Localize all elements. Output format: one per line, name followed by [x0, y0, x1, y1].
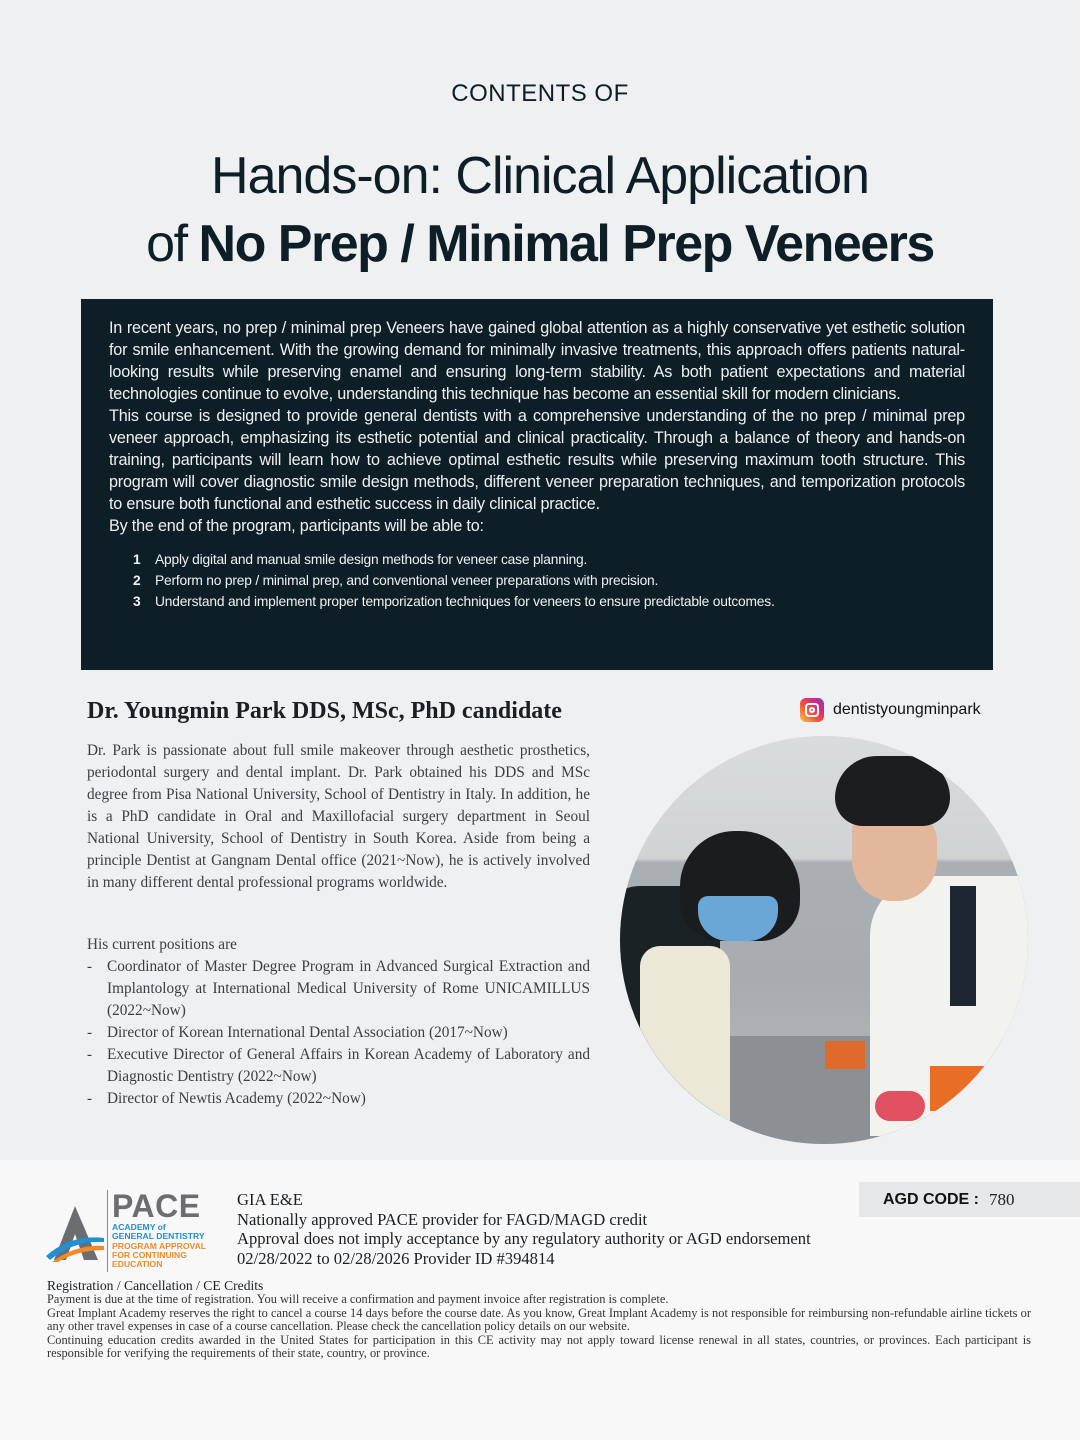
position-item	[87, 1088, 590, 1110]
policy-line: Great Implant Academy reserves the right to cancel a course 14 days before the course date. As you know, Great Implant Academy is not responsible for reimbursing non-refundable airline tickets or any other travel expenses in case of a course cancellation. Please check the cancellation policy details on our website.	[47, 1305, 1031, 1334]
position-item	[87, 1022, 590, 1044]
logo-divider	[107, 1190, 108, 1272]
agd-code-value: 780	[989, 1189, 1015, 1209]
pace-line: EDUCATION	[112, 1259, 163, 1269]
policy-line: Continuing education credits awarded in the United States for participation in this CE activity may not apply toward license renewal in all states, countries, or provinces. Each participant is responsible for verifying the requirements of their state, country, or province.	[47, 1332, 1031, 1361]
pace-logo	[46, 1190, 226, 1272]
photo-doctor-shirt	[950, 886, 976, 1006]
position-text: Executive Director of General Affairs in Korean Academy of Laboratory and Diagnostic Dentistry (2022~Now)	[107, 1046, 590, 1085]
speaker-photo	[620, 736, 1028, 1144]
dash-bullet: -	[87, 1046, 93, 1063]
intro-paragraph-1: In recent years, no prep / minimal prep Veneers have gained global attention as a highly conservative yet esthetic solution for smile enhancement. With the growing demand for minimally invasive treatments, this approach offers patients natural-looking results while preserving enamel and ensuring long-term stability. As both patient expectations and material technologies continue to evolve, understanding this technique has become an essential skill for modern clinicians.	[109, 319, 965, 403]
position-item	[87, 956, 590, 1022]
title-prefix: of	[146, 215, 187, 273]
provider-info	[237, 1190, 811, 1268]
instagram-handle: dentistyoungminpark	[833, 701, 981, 718]
speaker-name: Dr. Youngmin Park DDS, MSc, PhD candidate	[87, 698, 562, 724]
dash-bullet: -	[87, 958, 93, 975]
objective-text: Apply digital and manual smile design methods for veneer case planning.	[155, 552, 588, 567]
policy-line: Payment is due at the time of registration. You will receive a confirmation and payment invoice after registration is complete.	[47, 1292, 669, 1306]
instagram-icon	[800, 698, 824, 722]
pace-line: ACADEMY of	[112, 1222, 166, 1232]
provider-line: Nationally approved PACE provider for FAGD/MAGD credit	[237, 1209, 648, 1229]
dash-bullet: -	[87, 1024, 93, 1041]
objective-number: 2	[133, 573, 141, 588]
page-title-line2	[0, 214, 1080, 274]
positions-heading: His current positions are	[87, 936, 237, 953]
intro-paragraph-3: By the end of the program, participants will be able to:	[109, 517, 484, 535]
provider-line: GIA E&E	[237, 1190, 303, 1209]
speaker-positions	[87, 934, 590, 1110]
pace-line: FOR CONTINUING	[112, 1250, 187, 1260]
pace-academy-text	[112, 1223, 205, 1241]
agd-code-badge	[859, 1182, 1080, 1217]
photo-orange-box	[930, 1066, 985, 1111]
title-bold: No Prep / Minimal Prep Veneers	[198, 215, 934, 273]
page-title-line1: Hands-on: Clinical Application	[211, 147, 869, 205]
photo-doctor-hair	[835, 756, 950, 826]
agd-code-label: AGD CODE :	[883, 1190, 979, 1208]
provider-line: 02/28/2022 to 02/28/2026 Provider ID #394814	[237, 1248, 555, 1268]
objectives-list	[109, 549, 965, 612]
objective-item	[133, 570, 965, 591]
objective-text: Perform no prep / minimal prep, and conventional veneer preparations with precision.	[155, 573, 659, 588]
photo-student-body	[640, 946, 730, 1144]
instagram-link[interactable]	[800, 698, 981, 722]
position-item	[87, 1044, 590, 1088]
photo-dental-model	[875, 1091, 925, 1121]
position-text: Director of Korean International Dental Association (2017~Now)	[107, 1024, 508, 1041]
objective-text: Understand and implement proper temporization techniques for veneers to ensure predictable outcomes.	[155, 594, 775, 609]
pace-line: PROGRAM APPROVAL	[112, 1241, 207, 1251]
dash-bullet: -	[87, 1090, 93, 1107]
objective-item	[133, 591, 965, 612]
pace-program-text	[112, 1242, 206, 1269]
photo-student-mask	[698, 896, 778, 941]
course-intro-box	[81, 299, 993, 670]
pace-line: GENERAL DENTISTRY	[112, 1231, 205, 1241]
pace-a-icon	[46, 1204, 104, 1262]
policy-heading: Registration / Cancellation / CE Credits	[47, 1278, 264, 1293]
photo-orange-box	[825, 1041, 865, 1069]
objective-number: 1	[133, 552, 141, 567]
speaker-bio: Dr. Park is passionate about full smile makeover through aesthetic prosthetics, periodontal surgery and dental implant. Dr. Park obtained his DDS and MSc degree from Pisa National University, School of Dentistry in Italy. In addition, he is a PhD candidate in Oral and Maxillofacial surgery department in Seoul National University, School of Dentistry in South Korea. Aside from being a principle Dentist at Gangnam Dental office (2021~Now), he is actively involved in many different dental professional programs worldwide.	[87, 742, 590, 891]
position-text: Coordinator of Master Degree Program in Advanced Surgical Extraction and Implantology at International Medical University of Rome UNICAMILLUS (2022~Now)	[107, 958, 590, 1019]
provider-line: Approval does not imply acceptance by any regulatory authority or AGD endorsement	[237, 1229, 811, 1248]
registration-policy	[47, 1278, 1031, 1361]
objective-item	[133, 549, 965, 570]
positions-list	[87, 956, 590, 1110]
objective-number: 3	[133, 594, 141, 609]
position-text: Director of Newtis Academy (2022~Now)	[107, 1090, 366, 1107]
intro-paragraph-2: This course is designed to provide general dentists with a comprehensive understanding of the no prep / minimal prep veneer approach, emphasizing its esthetic potential and clinical practicality. Through a balance of theory and hands-on training, participants will learn how to achieve optimal esthetic results while preserving maximum tooth structure. This program will cover diagnostic smile design methods, different veneer preparation techniques, and temporization protocols to ensure both functional and esthetic success in daily clinical practice.	[109, 407, 965, 513]
eyebrow-label: CONTENTS OF	[451, 80, 629, 107]
pace-wordmark: PACE	[112, 1188, 201, 1224]
